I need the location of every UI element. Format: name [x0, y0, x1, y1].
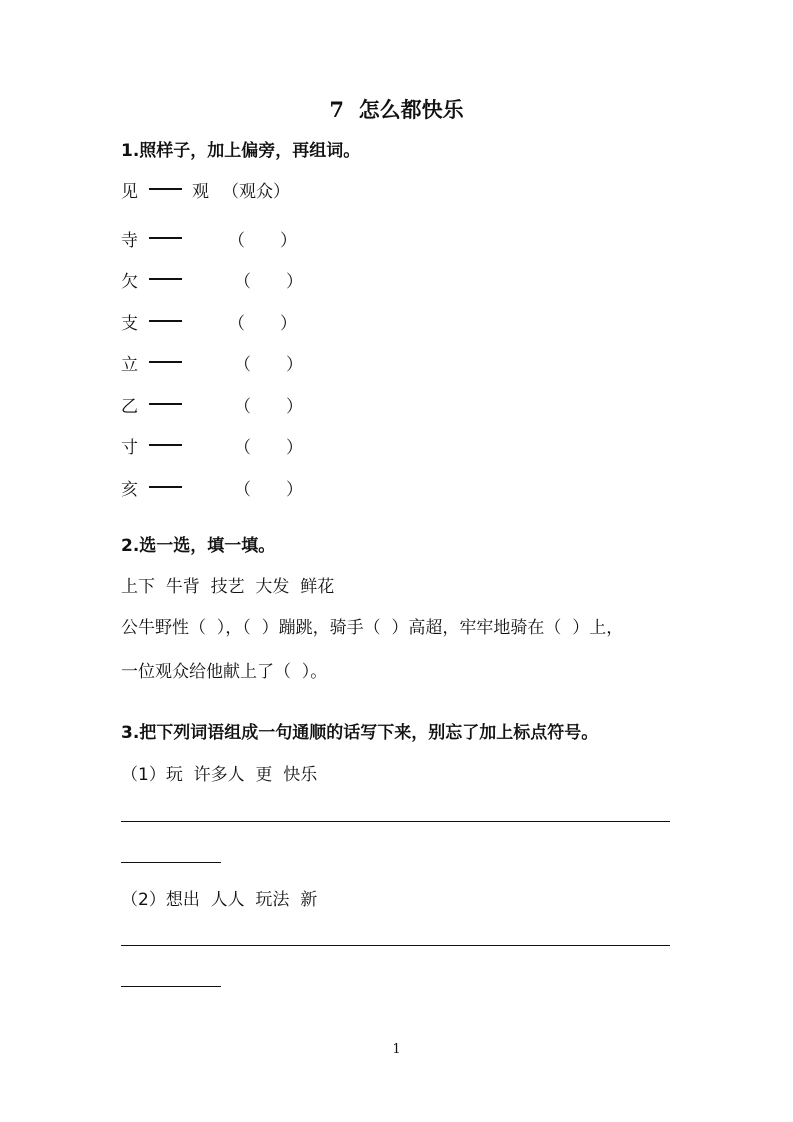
fill-sentence-line-1: 公牛野性（ ），（ ）蹦跳，骑手（ ）高超，牢牢地骑在（ ）上，: [121, 618, 624, 638]
answer-line-2b[interactable]: [121, 986, 221, 987]
item-char-7: 亥: [121, 480, 138, 500]
item-char-3: 支: [121, 314, 138, 334]
item-char-6: 寸: [121, 438, 138, 458]
item-dash-6: [149, 444, 182, 446]
answer-paren-close-1: ）: [280, 231, 297, 251]
item-dash-5: [149, 403, 182, 405]
question-1: （1）玩 许多人 更 快乐: [121, 765, 318, 785]
item-dash-1: [149, 237, 182, 239]
answer-paren-close-3: ）: [280, 314, 297, 334]
example-char: 见: [121, 182, 138, 202]
answer-paren-close-7: ）: [286, 480, 303, 500]
example-result: 观: [192, 182, 209, 202]
answer-paren-close-2: ）: [286, 272, 303, 292]
example-dash: [149, 188, 182, 190]
section1-heading: 1.照样子，加上偏旁，再组词。: [121, 141, 361, 161]
item-dash-7: [149, 486, 182, 488]
question-2: （2）想出 人人 玩法 新: [121, 890, 318, 910]
answer-line-1a[interactable]: [121, 821, 670, 822]
section2-heading: 2.选一选，填一填。: [121, 536, 276, 556]
page-title: 7 怎么都快乐: [329, 97, 464, 122]
answer-paren-open-4: （: [234, 355, 251, 375]
answer-paren-open-5: （: [234, 397, 251, 417]
answer-paren-close-6: ）: [286, 438, 303, 458]
answer-paren-close-5: ）: [286, 397, 303, 417]
answer-line-2a[interactable]: [121, 945, 670, 946]
page-number: 1: [392, 1042, 401, 1057]
item-dash-4: [149, 361, 182, 363]
answer-paren-open-6: （: [234, 438, 251, 458]
item-dash-2: [149, 278, 182, 280]
section3-heading: 3.把下列词语组成一句通顺的话写下来，别忘了加上标点符号。: [121, 723, 599, 743]
answer-line-1b[interactable]: [121, 862, 221, 863]
example-word: （观众）: [222, 182, 290, 202]
item-char-5: 乙: [121, 397, 138, 417]
answer-paren-close-4: ）: [286, 355, 303, 375]
item-char-4: 立: [121, 355, 138, 375]
item-char-1: 寺: [121, 231, 138, 251]
answer-paren-open-3: （: [228, 314, 245, 334]
item-char-2: 欠: [121, 272, 138, 292]
word-options: 上下 牛背 技艺 大发 鲜花: [121, 577, 335, 597]
item-dash-3: [149, 320, 182, 322]
fill-sentence-line-2: 一位观众给他献上了（ ）。: [121, 662, 328, 682]
answer-paren-open-1: （: [228, 231, 245, 251]
answer-paren-open-7: （: [234, 480, 251, 500]
answer-paren-open-2: （: [234, 272, 251, 292]
